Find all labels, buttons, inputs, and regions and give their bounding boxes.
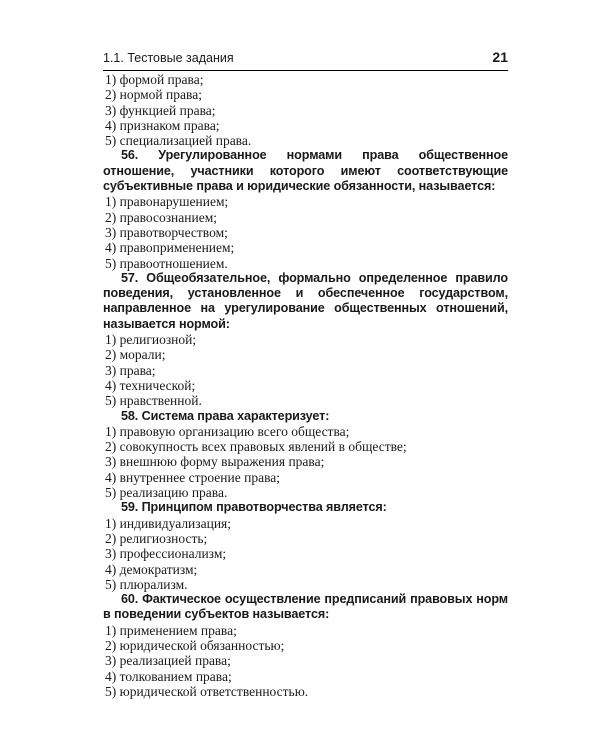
answer-option: 4) технической; <box>105 377 196 393</box>
answer-option: 3) реализацией права; <box>105 653 231 669</box>
question-block <box>103 271 508 409</box>
answer-option: 3) правотворчеством; <box>105 224 228 240</box>
answer-option: 1) правовую организацию всего общества; <box>105 423 350 439</box>
question-block <box>103 409 508 501</box>
answer-option: 5) нравственной. <box>105 393 202 409</box>
question-text: 58. Система права характеризует: <box>121 408 330 423</box>
question-block <box>103 500 508 592</box>
answer-option: 3) функцией права; <box>105 102 216 118</box>
answer-option: 2) морали; <box>105 347 166 363</box>
answer-option: 5) реализацию права. <box>105 485 228 501</box>
question-block <box>103 592 508 699</box>
answer-option: 4) внутреннее строение права; <box>105 469 281 485</box>
answer-option: 4) демократизм; <box>105 561 198 577</box>
answer-option: 2) правосознанием; <box>105 209 217 225</box>
answer-option: 3) профессионализм; <box>105 546 227 562</box>
page-number: 21 <box>492 49 508 65</box>
answer-option: 4) признаком права; <box>105 117 220 133</box>
answer-option: 5) специализацией права. <box>105 133 252 149</box>
question-text: 59. Принципом правотворчества является: <box>121 500 387 515</box>
answer-option: 2) юридической обязанностью; <box>105 637 285 653</box>
answer-option: 4) правоприменением; <box>105 240 235 256</box>
test-questions <box>103 72 508 699</box>
answer-option: 1) правонарушением; <box>105 194 229 210</box>
answer-option: 5) юридической ответственностью. <box>105 683 309 699</box>
answer-option: 3) внешнюю форму выражения права; <box>105 454 325 470</box>
question-block <box>103 72 508 148</box>
answer-option: 2) нормой права; <box>105 87 202 103</box>
answer-option: 1) религиозной; <box>105 332 197 348</box>
answer-option: 2) религиозность; <box>105 530 208 546</box>
answer-option: 1) применением права; <box>105 622 237 638</box>
answer-option: 4) толкованием права; <box>105 668 232 684</box>
section-title: 1.1. Тестовые задания <box>103 51 234 65</box>
answer-option: 5) правоотношением. <box>105 255 228 271</box>
answer-option: 1) индивидуализация; <box>105 515 232 531</box>
answer-option: 3) права; <box>105 362 156 378</box>
question-text: 60. Фактическое осуществление предписаний правовых норм в поведении субъектов называется: <box>103 592 508 622</box>
answer-option: 1) формой права; <box>105 72 204 87</box>
answer-option: 5) плюрализм. <box>105 576 188 592</box>
question-text: 57. Общеобязательное, формально определенное правило поведения, установленное и обеспеченное государством, направленное на урегулирование общественных отношений, называется нормой: <box>103 270 508 331</box>
question-block <box>103 148 508 270</box>
answer-option: 2) совокупность всех правовых явлений в обществе; <box>105 439 407 455</box>
running-header <box>103 44 508 71</box>
question-text: 56. Урегулированное нормами права общественное отношение, участники которого имеют соответствующие субъективные права и юридические обязанности, называется: <box>103 148 508 194</box>
